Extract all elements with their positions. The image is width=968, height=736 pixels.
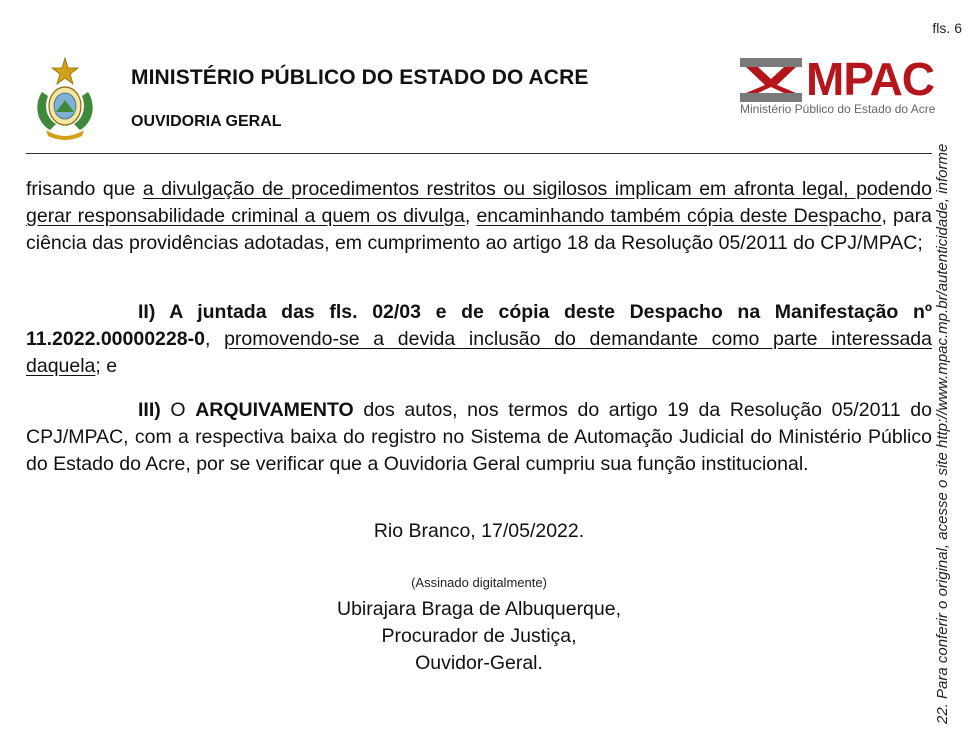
paragraph-1 [26,176,932,257]
signer-role: Procurador de Justiça, [381,625,577,647]
page-number: fls. 6 [932,20,962,36]
place-date: Rio Branco, 17/05/2022. [373,520,585,542]
logo-subtext: Ministério Público do Estado do Acre [740,102,936,116]
p3-bold-1: III) [138,399,161,421]
p1-underlined-2: encaminhando também cópia deste Despacho [476,205,882,227]
p2-text-1: , [204,328,225,350]
signature-block [0,596,958,677]
logo-wordmark: MPAC [806,53,935,105]
p3-bold-2: ARQUIVAMENTO [195,399,354,421]
paragraph-3 [26,397,932,478]
header-title: MINISTÉRIO PÚBLICO DO ESTADO DO ACRE [131,66,589,89]
p1-underlined-1: a divulgação de procedimentos restritos ou sigilosos implicam em afronta legal, podendo gerar responsabilidade criminal a quem os divulga [26,178,932,227]
paragraph-2 [26,299,932,380]
document-header [0,0,968,160]
acre-coat-of-arms-icon [32,56,98,140]
p3-text-2: dos autos, nos termos do artigo 19 da Resolução 05/2011 do CPJ/MPAC, com a respectiva baixa do registro no Sistema de Automação Judicial do Ministério Público do Estado do Acre, por se verificar que a Ouvidoria Geral cumpriu sua função institucional. [26,399,932,475]
digital-signature-note: (Assinado digitalmente) [411,575,547,590]
p2-bold-1: II) A juntada das fls. 02/03 e de cópia deste Despacho na Manifestação nº 11.2022.00000228-0 [26,301,932,350]
signer-office: Ouvidor-Geral. [415,652,543,674]
p1-text-2: , [464,205,477,227]
header-subtitle: OUVIDORIA GERAL [131,113,282,130]
header-divider [26,153,932,154]
mpac-logo [738,53,948,120]
p2-underlined-1: promovendo-se a devida inclusão do demandante como parte interessada daquela [26,328,932,377]
p1-text-3: , para ciência das providências adotadas, em cumprimento ao artigo 18 da Resolução 05/2011 do CPJ/MPAC; [26,205,933,254]
authenticity-side-note: 22. Para conferir o original, acesse o site http://www.mpac.mp.br/autenticidade, informe [934,143,951,724]
signer-name: Ubirajara Braga de Albuquerque, [336,598,622,620]
p3-text-1: O [160,399,196,421]
mpac-logo-icon [740,58,802,102]
p1-text-1: frisando que [26,178,143,200]
p2-text-2: ; e [95,355,118,377]
